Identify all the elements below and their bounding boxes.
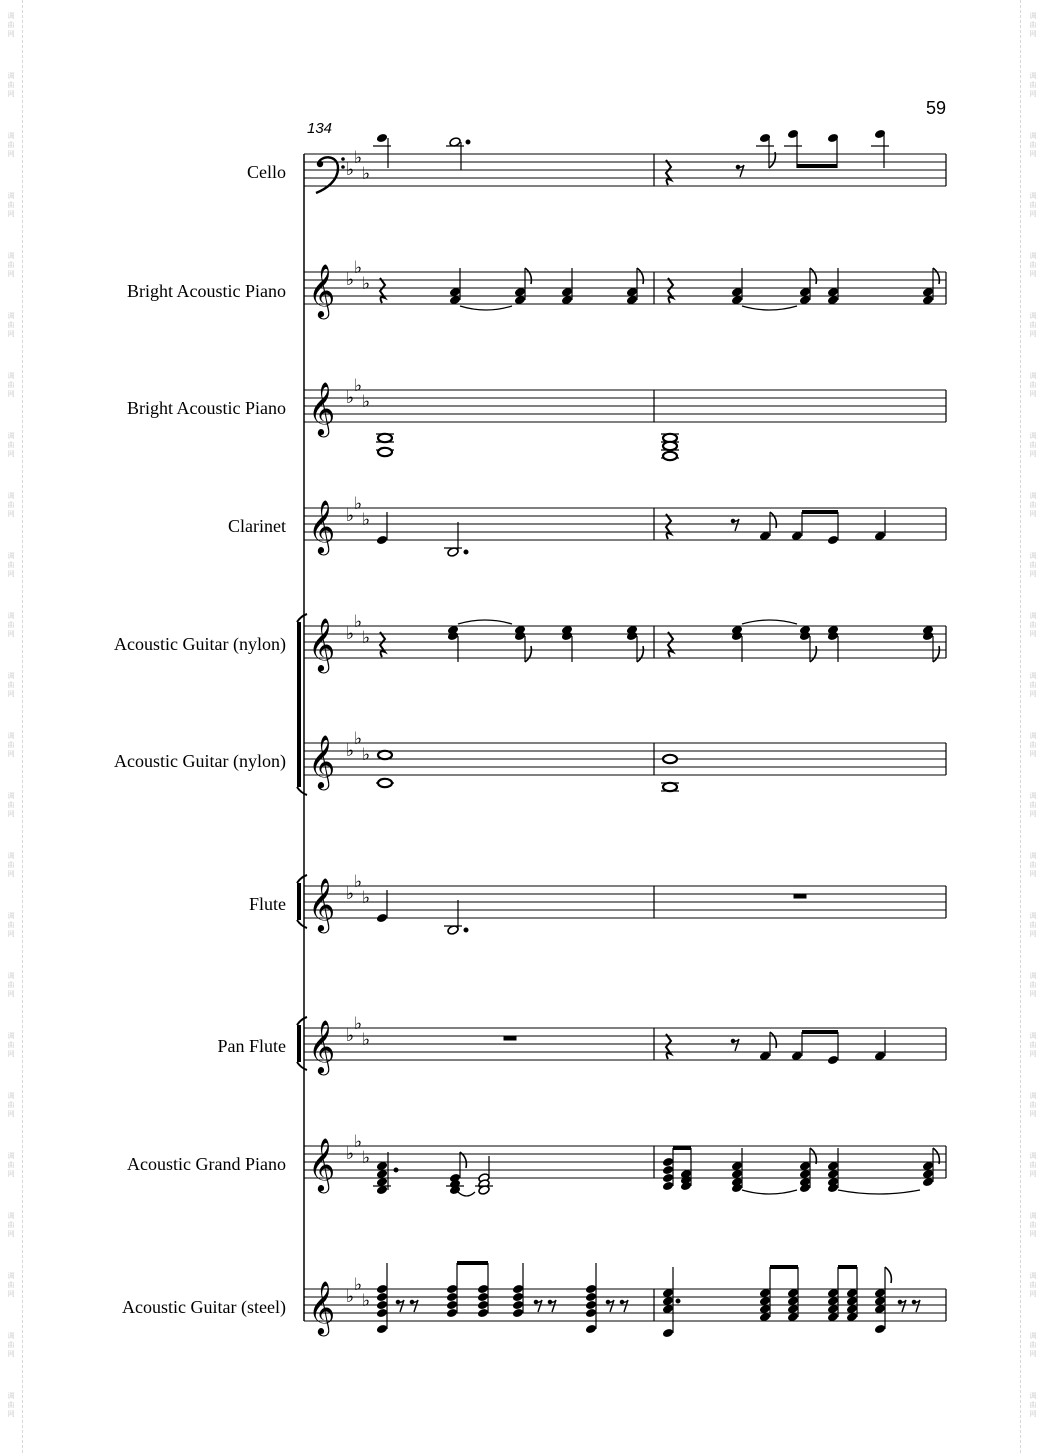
watermark-glyphs: 调 曲 网 (7, 1032, 15, 1058)
staff-label-nylon-guitar-1: Acoustic Guitar (nylon) (114, 634, 286, 654)
watermark-glyphs: 调 曲 网 (1029, 972, 1037, 998)
watermark-glyphs: 调 曲 网 (7, 72, 15, 98)
flat-sign: ♭ (354, 376, 363, 396)
watermark-glyphs: 调 曲 网 (1029, 552, 1037, 578)
note-head (477, 1284, 489, 1295)
watermark-glyphs: 调 曲 网 (7, 612, 15, 638)
note-flag (885, 1267, 891, 1283)
flat-sign: ♭ (362, 392, 371, 412)
tie (742, 306, 797, 310)
staff-label-steel-guitar: Acoustic Guitar (steel) (122, 1297, 286, 1317)
watermark-glyphs: 调 曲 网 (1029, 1152, 1037, 1178)
flat-sign: ♭ (354, 258, 363, 278)
note-head (376, 913, 388, 924)
watermark-glyphs: 调 曲 网 (1029, 1272, 1037, 1298)
notes (373, 129, 939, 1339)
note-head (512, 1284, 524, 1295)
augmentation-dot (466, 140, 470, 144)
watermark-glyphs: 调 曲 网 (7, 1212, 15, 1238)
watermark-glyphs: 调 曲 网 (7, 552, 15, 578)
eighth-rest-stem (550, 1300, 556, 1312)
note-head (662, 1328, 674, 1339)
staff-label-pan-flute: Pan Flute (217, 1036, 286, 1056)
watermark-glyphs: 调 曲 网 (7, 432, 15, 458)
note-head (662, 1181, 674, 1192)
tie (458, 620, 512, 624)
watermark-glyphs: 调 曲 网 (7, 912, 15, 938)
note-flag (933, 268, 939, 284)
note-flag (810, 268, 816, 284)
eighth-rest-stem (733, 519, 739, 531)
staff-label-flute: Flute (248, 894, 286, 914)
flat-sign: ♭ (354, 729, 363, 749)
staff-label-bright-piano-1: Bright Acoustic Piano (127, 281, 286, 301)
watermark-glyphs: 调 曲 网 (7, 1392, 15, 1418)
watermark-glyphs: 调 曲 网 (1029, 492, 1037, 518)
quarter-rest (668, 278, 673, 303)
bass-clef-dot (317, 161, 323, 167)
watermark-glyphs: 调 曲 网 (1029, 1032, 1037, 1058)
note-head (585, 1292, 597, 1303)
watermark-glyphs: 调 曲 网 (7, 732, 15, 758)
eighth-rest-stem (398, 1300, 404, 1312)
watermark-glyphs: 调 曲 网 (7, 972, 15, 998)
flat-sign: ♭ (362, 888, 371, 908)
watermark-glyphs: 调 曲 网 (7, 1152, 15, 1178)
watermark-glyphs: 调 曲 网 (1029, 1392, 1037, 1418)
watermark-glyphs: 调 曲 网 (7, 132, 15, 158)
watermark-glyphs: 调 曲 网 (1029, 432, 1037, 458)
whole-note (663, 783, 677, 791)
treble-clef: 𝄞 (308, 499, 336, 553)
note-flag (770, 512, 776, 528)
watermark-glyphs: 调 曲 网 (1029, 12, 1037, 38)
watermark-glyphs: 调 曲 网 (7, 1272, 15, 1298)
treble-clef: 𝄞 (308, 381, 336, 435)
quarter-rest (666, 514, 671, 539)
treble-clef: 𝄞 (308, 734, 336, 788)
whole-note (663, 442, 677, 450)
quarter-rest (380, 278, 385, 303)
page-number: 59 (925, 98, 946, 118)
eighth-rest-stem (536, 1300, 542, 1312)
watermark-glyphs: 调 曲 网 (7, 852, 15, 878)
tie (460, 306, 512, 310)
watermark-glyphs: 调 曲 网 (1029, 192, 1037, 218)
whole-rest (504, 1036, 516, 1040)
pan-flute-bracket-hook-top (297, 1017, 307, 1025)
watermark-glyphs: 调 曲 网 (1029, 672, 1037, 698)
staff-label-grand-piano: Acoustic Grand Piano (127, 1154, 286, 1174)
staff-label-nylon-guitar-2: Acoustic Guitar (nylon) (114, 751, 286, 771)
watermark-glyphs: 调 曲 网 (7, 1332, 15, 1358)
flat-sign: ♭ (346, 1026, 355, 1046)
eighth-rest-stem (608, 1300, 614, 1312)
augmentation-dot (464, 928, 468, 932)
staff-label-cello: Cello (247, 162, 286, 182)
note-head (662, 1165, 674, 1176)
watermark-glyphs: 调 曲 网 (1029, 132, 1037, 158)
flat-sign: ♭ (346, 741, 355, 761)
flat-sign: ♭ (362, 628, 371, 648)
note-head (585, 1300, 597, 1311)
note-flag (770, 1032, 776, 1048)
flat-sign: ♭ (346, 884, 355, 904)
flat-sign: ♭ (362, 1030, 371, 1050)
watermark-glyphs: 调 曲 网 (1029, 912, 1037, 938)
note-head (512, 1300, 524, 1311)
flat-sign: ♭ (346, 624, 355, 644)
note-head (477, 1300, 489, 1311)
flat-sign: ♭ (354, 148, 363, 168)
note-flag (637, 268, 643, 284)
flat-sign: ♭ (346, 1144, 355, 1164)
flat-sign: ♭ (362, 274, 371, 294)
note-head (446, 1300, 458, 1311)
quarter-rest (666, 160, 671, 185)
note-head (376, 1300, 388, 1311)
watermark-glyphs: 调 曲 网 (7, 312, 15, 338)
eighth-rest-stem (622, 1300, 628, 1312)
watermark-glyphs: 调 曲 网 (7, 372, 15, 398)
whole-note (378, 448, 392, 456)
treble-clef: 𝄞 (308, 1280, 336, 1334)
augmentation-dot (676, 1299, 680, 1303)
watermark-glyphs: 调 曲 网 (7, 12, 15, 38)
bass-clef-dot (341, 157, 345, 161)
note-flag (933, 646, 939, 662)
quarter-rest (666, 1034, 671, 1059)
flat-sign: ♭ (362, 1291, 371, 1311)
note-head (376, 1292, 388, 1303)
note-head (477, 1292, 489, 1303)
augmentation-dot (394, 1168, 398, 1172)
staff-label-bright-piano-2: Bright Acoustic Piano (127, 398, 286, 418)
quarter-rest (380, 632, 385, 657)
flat-sign: ♭ (346, 388, 355, 408)
tie (742, 620, 797, 624)
whole-note (378, 434, 392, 442)
tie (742, 1190, 797, 1194)
note-head (874, 1324, 886, 1335)
flat-sign: ♭ (362, 510, 371, 530)
note-flag (525, 268, 531, 284)
note-head (376, 535, 388, 546)
clefs (308, 157, 345, 1336)
staff-lines (304, 154, 946, 1321)
treble-clef: 𝄞 (308, 617, 336, 671)
eighth-rest-stem (900, 1300, 906, 1312)
watermark-glyphs: 调 曲 网 (7, 492, 15, 518)
key-signatures (346, 148, 370, 1311)
augmentation-dot (464, 550, 468, 554)
eighth-rest-stem (738, 165, 744, 177)
measure-number: 134 (307, 120, 333, 137)
flat-sign: ♭ (346, 1287, 355, 1307)
watermark-glyphs: 调 曲 网 (1029, 72, 1037, 98)
note-head (827, 1055, 839, 1066)
tie (838, 1190, 920, 1194)
whole-note (663, 755, 677, 763)
flute-bracket-hook-top (297, 875, 307, 883)
whole-rest (794, 894, 806, 898)
note-flag (525, 646, 531, 662)
note-head (446, 1284, 458, 1295)
watermark-glyphs: 调 曲 网 (1029, 372, 1037, 398)
quarter-rest (668, 632, 673, 657)
flat-sign: ♭ (346, 506, 355, 526)
note-head (376, 1324, 388, 1335)
watermark-glyphs: 调 曲 网 (1029, 312, 1037, 338)
note-head (446, 1292, 458, 1303)
flute-bracket-hook-bottom (297, 920, 307, 928)
watermark-glyphs: 调 曲 网 (7, 792, 15, 818)
note-head (827, 535, 839, 546)
flat-sign: ♭ (354, 1014, 363, 1034)
flat-sign: ♭ (362, 745, 371, 765)
watermark-glyphs: 调 曲 网 (7, 672, 15, 698)
watermark-glyphs: 调 曲 网 (1029, 252, 1037, 278)
note-head (376, 1284, 388, 1295)
whole-note (378, 751, 392, 759)
note-head (585, 1284, 597, 1295)
eighth-rest-stem (733, 1039, 739, 1051)
flat-sign: ♭ (354, 494, 363, 514)
guitar-group-bracket-hook-bottom (297, 787, 307, 795)
flat-sign: ♭ (354, 1275, 363, 1295)
watermark-glyphs: 调 曲 网 (1029, 1332, 1037, 1358)
note-head (662, 1173, 674, 1184)
watermark-glyphs: 调 曲 网 (7, 1092, 15, 1118)
flat-sign: ♭ (362, 1148, 371, 1168)
treble-clef: 𝄞 (308, 263, 336, 317)
watermark-glyphs: 调 曲 网 (1029, 1092, 1037, 1118)
treble-clef: 𝄞 (308, 1137, 336, 1191)
watermark-glyphs: 调 曲 网 (1029, 612, 1037, 638)
eighth-rest-stem (412, 1300, 418, 1312)
staff-label-clarinet: Clarinet (228, 516, 286, 536)
note-head (585, 1308, 597, 1319)
whole-note (663, 452, 677, 460)
flat-sign: ♭ (362, 164, 371, 184)
note-flag (637, 646, 643, 662)
flat-sign: ♭ (354, 1132, 363, 1152)
treble-clef: 𝄞 (308, 1019, 336, 1073)
note-head (585, 1324, 597, 1335)
watermark-glyphs: 调 曲 网 (7, 192, 15, 218)
guitar-group-bracket-hook-top (297, 614, 307, 622)
watermark-glyphs: 调 曲 网 (1029, 732, 1037, 758)
treble-clef: 𝄞 (308, 877, 336, 931)
flat-sign: ♭ (354, 872, 363, 892)
note-head (376, 133, 388, 144)
bass-clef-dot (341, 165, 345, 169)
note-head (477, 1308, 489, 1319)
watermark-glyphs: 调 曲 网 (1029, 792, 1037, 818)
note-head (512, 1308, 524, 1319)
note-head (376, 1308, 388, 1319)
whole-note (378, 779, 392, 787)
flat-sign: ♭ (346, 160, 355, 180)
watermark-glyphs: 调 曲 网 (1029, 852, 1037, 878)
note-head (662, 1157, 674, 1168)
eighth-rest-stem (914, 1300, 920, 1312)
tie (458, 1192, 475, 1196)
note-flag (810, 646, 816, 662)
note-head (446, 1308, 458, 1319)
watermark-glyphs: 调 曲 网 (1029, 1212, 1037, 1238)
flat-sign: ♭ (346, 270, 355, 290)
watermark-glyphs: 调 曲 网 (7, 252, 15, 278)
pan-flute-bracket-hook-bottom (297, 1062, 307, 1070)
flat-sign: ♭ (354, 612, 363, 632)
note-head (512, 1292, 524, 1303)
